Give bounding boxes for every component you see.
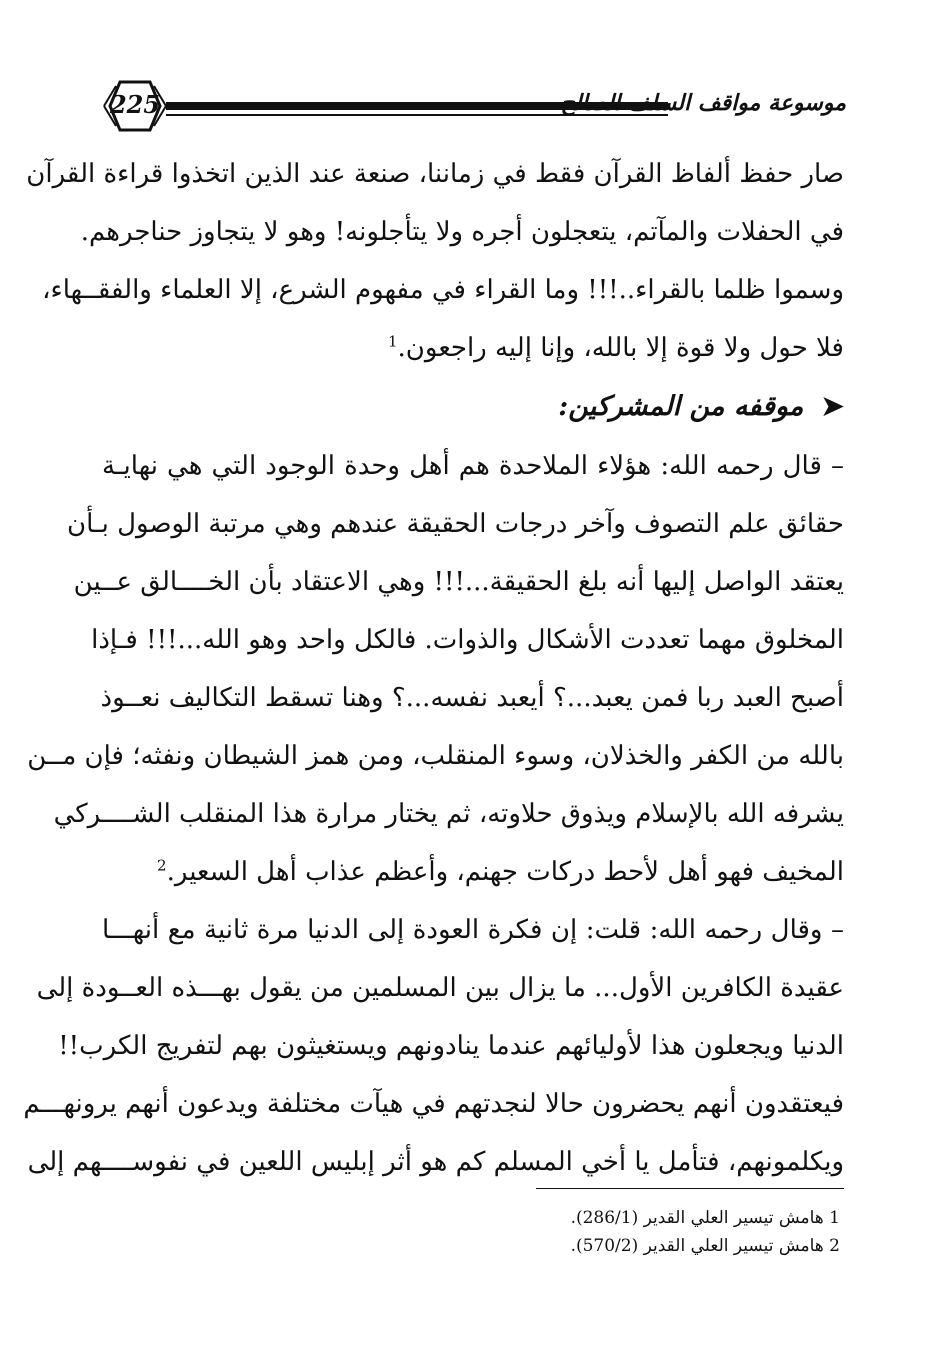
text-line: صار حفظ ألفاظ القرآن فقط في زماننا، صنعة عند الذين اتخذوا قراءة القرآن [26,159,844,189]
footnote-ref[interactable]: 2 [157,856,167,875]
text-line: الدنيا ويجعلون هذا لأوليائهم عندما ينادونهم ويستغيثون بهم لتفريج الكرب!! [58,1031,844,1061]
text-line: يشرفه الله بالإسلام ويذوق حلاوته، ثم يختار مرارة هذا المنقلب الشــــركي [53,799,844,829]
page-header [100,76,846,140]
text-line: – قال رحمه الله: هؤلاء الملاحدة هم أهل وحدة الوجود التي هي نهايـة [102,451,844,481]
text-line: ويكلمونهم، فتأمل يا أخي المسلم كم هو أثر إبليس اللعين في نفوســــهم إلى [27,1147,844,1177]
text-line: بالله من الكفر والخذلان، وسوء المنقلب، ومن همز الشيطان ونفثه؛ فإن مــن [27,741,844,771]
footnote: 2 هامش تيسير العلي القدير (570/2). [570,1236,840,1256]
text-line [102,843,844,901]
footnote-ref[interactable]: 1 [388,332,398,351]
text-line: المخلوق مهما تعددت الأشكال والذوات. فالكل واحد وهو الله...!!! فـإذا [91,625,844,655]
text-line: – وقال رحمه الله: قلت: إن فكرة العودة إلى الدنيا مرة ثانية مع أنهـــا [102,915,844,945]
text-line: يعتقد الواصل إليها أنه بلغ الحقيقة...!!! وهي الاعتقاد بأن الخــــالق عــين [73,567,844,597]
series-title: موسوعة مواقف السلف الصالح [560,90,846,116]
text-line: فيعتقدون أنهم يحضرون حالا لنجدتهم في هيآت مختلفة ويدعون أنهم يرونهـــم [23,1089,844,1119]
text-line: أصبح العبد ربا فمن يعبد...؟ أيعبد نفسه...؟ وهنا تسقط التكاليف نعــوذ [100,683,844,713]
footnote-divider [536,1188,844,1189]
text-line-content: المخيف فهو أهل لأحط دركات جهنم، وأعظم عذاب أهل السعير. [166,857,844,887]
page-number-badge [100,76,170,136]
page-number: 225 [109,90,161,119]
text-line-content: فلا حول ولا قوة إلا بالله، وإنا إليه راجعون. [397,333,844,363]
text-line: في الحفلات والمآتم، يتعجلون أجره ولا يتأجلونه! وهو لا يتجاوز حناجرهم. [80,217,844,247]
text-line: وسموا ظلما بالقراء..!!! وما القراء في مفهوم الشرع، إلا العلماء والفقــهاء، [42,275,844,305]
page-body [23,145,844,1191]
arrow-bullet-icon: ➤ [821,391,844,422]
text-line: حقائق علم التصوف وآخر درجات الحقيقة عندهم وهي مرتبة الوصول بـأن [67,509,844,539]
footnote: 1 هامش تيسير العلي القدير (286/1). [570,1208,840,1228]
footnotes [400,1204,840,1260]
text-line [102,319,844,377]
section-heading-text: موقفه من المشركين: [558,391,804,422]
text-line: عقيدة الكافرين الأول... ما يزال بين المسلمين من يقول بهـــذه العــودة إلى [36,973,844,1003]
section-heading [102,377,844,437]
